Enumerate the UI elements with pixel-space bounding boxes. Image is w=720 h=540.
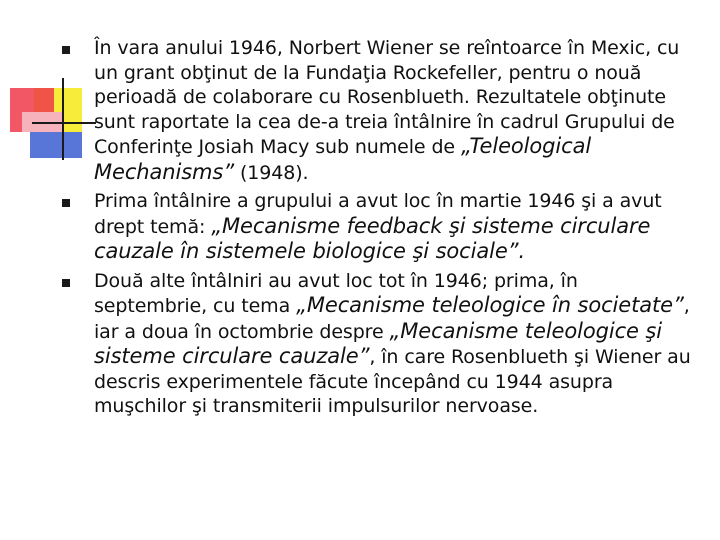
bullet-square-icon xyxy=(62,279,70,287)
italic-run: „Mecanisme teleologice în societate” xyxy=(296,293,684,317)
text-run: , în care Rosenblueth şi Wiener au descris experimentele făcute începând cu 1944 asupra muşchilor şi transmiterii impulsurilor nervoase. xyxy=(94,346,691,417)
text-run: Prima întâlnire a grupului a avut loc în martie 1946 şi a avut drept temă: xyxy=(94,190,662,238)
text-run: (1948). xyxy=(234,161,309,184)
italic-run: „Mecanisme teleologice şi sisteme circulare cauzale” xyxy=(94,318,662,368)
bullet-square-icon xyxy=(62,46,70,54)
bullet-item-3 xyxy=(62,269,692,419)
bullet-text xyxy=(94,189,692,265)
bullet-text xyxy=(94,269,692,419)
text-run: Două alte întâlniri au avut loc tot în 1946; prima, în septembrie, cu tema xyxy=(94,269,578,317)
italic-run: „Teleological Mechanisms” xyxy=(94,134,592,184)
bullet-item-1 xyxy=(62,36,692,185)
slide-body xyxy=(62,36,692,423)
bullet-text xyxy=(94,36,692,185)
text-run: , iar a doua în octombrie despre xyxy=(94,295,690,343)
bullet-square-icon xyxy=(62,199,70,207)
bullet-item-2 xyxy=(62,189,692,265)
text-run: În vara anului 1946, Norbert Wiener se reîntoarce în Mexic, cu un grant obţinut de la Fundaţia Rockefeller, pentru o nouă perioadă de colaborare cu Rosenblueth. Rezultatele obţinute sunt raportate la cea de-a treia întâlnire în cadrul Grupului de Conferinţe Josiah Macy sub numele de xyxy=(94,37,680,158)
italic-run: „Mecanisme feedback şi sisteme circulare cauzale în sistemele biologice şi sociale”. xyxy=(94,213,651,263)
